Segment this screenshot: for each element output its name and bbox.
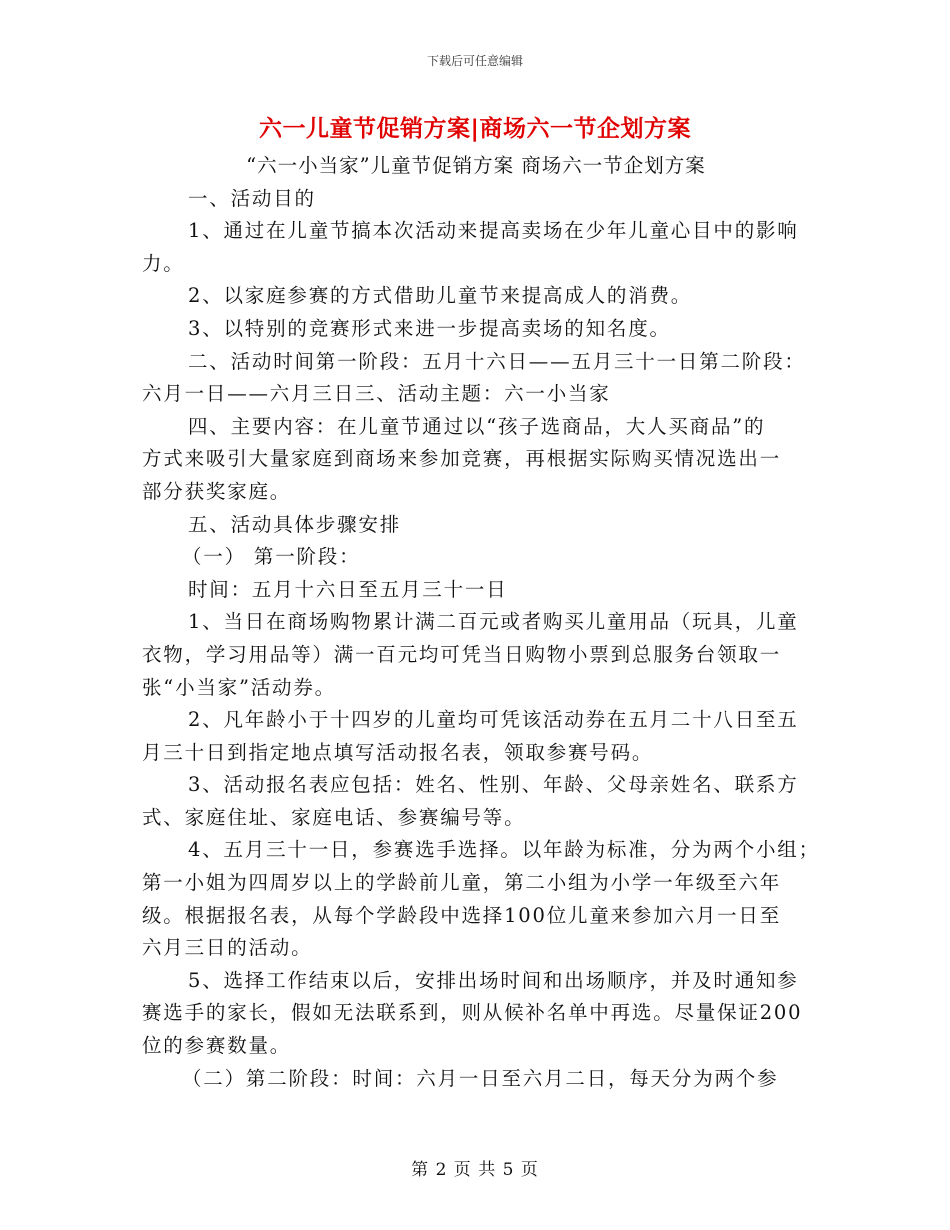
paragraph-line: 四、主要内容：在儿童节通过以“孩子选商品，大人买商品”的 <box>188 414 766 438</box>
paragraph-line: 月三十日到指定地点填写活动报名表，领取参赛号码。 <box>142 740 654 764</box>
section-heading: 五、活动具体步骤安排 <box>188 512 402 536</box>
paragraph-line: 衣物，学习用品等）满一百元均可凭当日购物小票到总服务台领取一 <box>142 642 782 666</box>
paragraph-line: 3、以特别的竞赛形式来进一步提高卖场的知名度。 <box>188 316 671 340</box>
paragraph-line: 2、以家庭参赛的方式借助儿童节来提高成人的消费。 <box>188 284 693 308</box>
paragraph-line: 5、选择工作结束以后，安排出场时间和出场顺序，并及时通知参 <box>188 968 799 992</box>
paragraph-line: 1、通过在儿童节搞本次活动来提高卖场在少年儿童心目中的影响 <box>188 219 799 243</box>
paragraph-line: 赛选手的家长，假如无法联系到，则从候补名单中再选。尽量保证200 <box>142 1001 803 1025</box>
paragraph-line: 部分获奖家庭。 <box>142 479 292 503</box>
paragraph-line: 式、家庭住址、家庭电话、参赛编号等。 <box>142 805 526 829</box>
paragraph-line: 时间：五月十六日至五月三十一日 <box>188 577 508 601</box>
paragraph-line: 级。根据报名表，从每个学龄段中选择100位儿童来参加六月一日至 <box>142 903 782 927</box>
paragraph-line: 位的参赛数量。 <box>142 1034 292 1058</box>
paragraph-line: 张“小当家”活动券。 <box>142 675 336 699</box>
paragraph-line: 2、凡年龄小于十四岁的儿童均可凭该活动券在五月二十八日至五 <box>188 708 799 732</box>
paragraph-line: 4、五月三十一日，参赛选手选择。以年龄为标准，分为两个小组； <box>188 838 820 862</box>
header-note: 下载后可任意编辑 <box>426 54 523 68</box>
page-footer: 第 2 页 共 5 页 <box>411 1160 539 1180</box>
paragraph-line: 方式来吸引大量家庭到商场来参加竞赛，再根据实际购买情况选出一 <box>142 447 782 471</box>
paragraph-line: 二、活动时间第一阶段：五月十六日——五月三十一日第二阶段： <box>188 349 806 373</box>
paragraph-line: 六月一日——六月三日三、活动主题：六一小当家 <box>142 382 611 406</box>
document-body <box>142 150 820 1095</box>
paragraph-line: 力。 <box>142 251 185 275</box>
paragraph-line: 六月三日的活动。 <box>142 936 313 960</box>
section-heading: 一、活动目的 <box>188 186 316 210</box>
subtitle-line: “六一小当家”儿童节促销方案 商场六一节企划方案 <box>246 154 706 177</box>
paragraph-line: （二）第二阶段：时间：六月一日至六月二日，每天分为两个参 <box>182 1066 779 1090</box>
paragraph-line: 1、当日在商场购物累计满二百元或者购买儿童用品（玩具，儿童 <box>188 610 799 634</box>
document-title: 六一儿童节促销方案|商场六一节企划方案 <box>259 116 691 142</box>
paragraph-line: 第一小姐为四周岁以上的学龄前儿童，第二小组为小学一年级至六年 <box>142 871 782 895</box>
paragraph-line: 3、活动报名表应包括：姓名、性别、年龄、父母亲姓名、联系方 <box>188 773 799 797</box>
subsection-heading: （一） 第一阶段： <box>182 545 361 569</box>
